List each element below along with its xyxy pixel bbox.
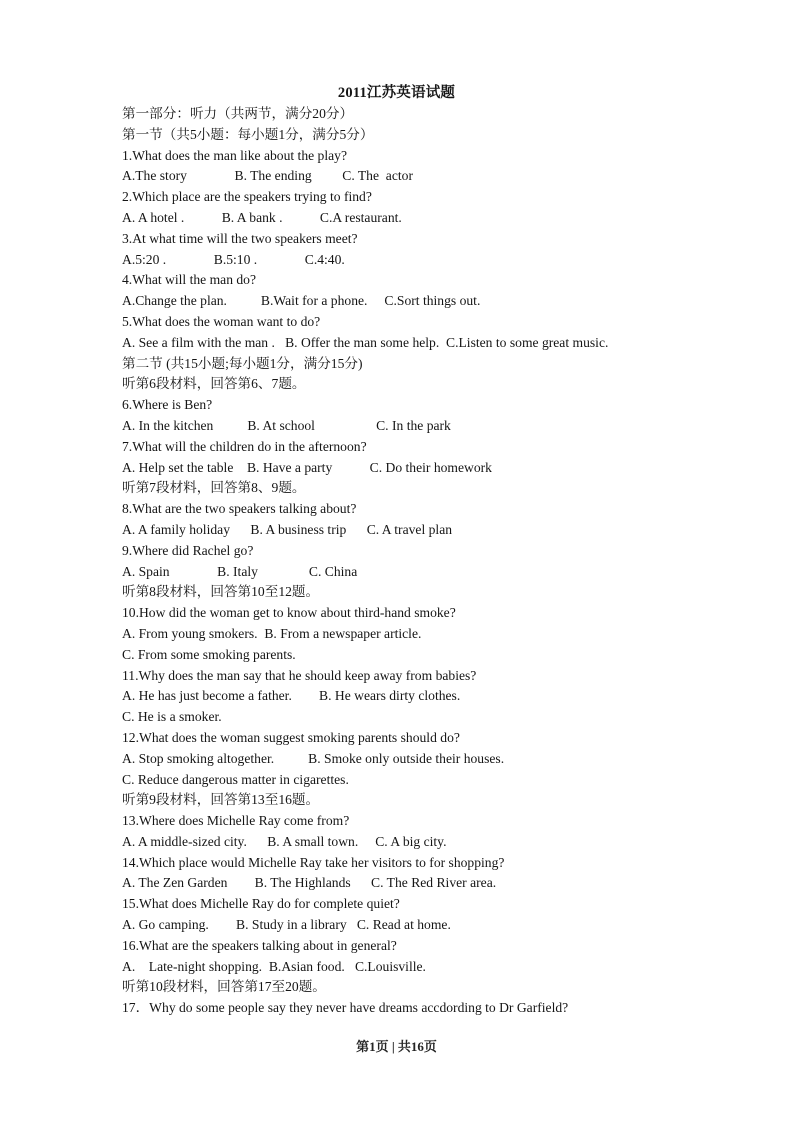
question-line: 4.What will the man do? <box>122 272 257 288</box>
question-line: 6.Where is Ben? <box>122 397 213 413</box>
options-line: A. In the kitchen B. At school C. In the park <box>122 417 451 433</box>
page-footer <box>0 1036 793 1055</box>
options-line: A. A family holiday B. A business trip C. A travel plan <box>122 521 453 537</box>
question-line: 16.What are the speakers talking about in general? <box>122 937 397 953</box>
audio-instruction: 听第8段材料，回答第10至12题。 <box>122 584 320 600</box>
question-line: 17．Why do some people say they never have dreams accdording to Dr Garfield? <box>122 1000 569 1016</box>
question-line: 7.What will the children do in the afternoon? <box>122 438 367 454</box>
question-line: 5.What does the woman want to do? <box>122 313 321 329</box>
question-line: 12.What does the woman suggest smoking parents should do? <box>122 729 460 745</box>
options-line: C. From some smoking parents. <box>122 646 296 662</box>
section-header: 第二节 (共15小题;每小题1分，满分15分) <box>122 355 363 371</box>
question-line: 3.At what time will the two speakers meet? <box>122 230 358 246</box>
options-line: A. Stop smoking altogether. B. Smoke only outside their houses. <box>122 750 505 766</box>
options-line: A. A hotel . B. A bank . C.A restaurant. <box>122 209 402 225</box>
document-body <box>122 104 682 1019</box>
question-line: 15.What does Michelle Ray do for complete quiet? <box>122 896 400 912</box>
options-line: A. Help set the table B. Have a party C. Do their homework <box>122 459 492 475</box>
options-line: A. Spain B. Italy C. China <box>122 563 358 579</box>
part-header: 第一部分：听力（共两节，满分20分） <box>122 106 354 121</box>
options-line: A.Change the plan. B.Wait for a phone. C.Sort things out. <box>122 293 481 309</box>
options-line: A. See a film with the man . B. Offer the man some help. C.Listen to some great music. <box>122 334 609 350</box>
audio-instruction: 听第10段材料，回答第17至20题。 <box>122 979 326 995</box>
question-line: 2.Which place are the speakers trying to find? <box>122 189 372 205</box>
question-line: 10.How did the woman get to know about third-hand smoke? <box>122 605 456 621</box>
question-line: 1.What does the man like about the play? <box>122 147 347 163</box>
section-header: 第一节（共5小题：每小题1分，满分5分） <box>122 126 374 142</box>
options-line: A. Late-night shopping. B.Asian food. C.Louisville. <box>122 958 426 974</box>
document-title: 2011江苏英语试题 <box>337 85 456 101</box>
question-line: 13.Where does Michelle Ray come from? <box>122 813 350 829</box>
question-line: 11.Why does the man say that he should keep away from babies? <box>122 667 477 683</box>
options-line: A. A middle-sized city. B. A small town. C. A big city. <box>122 833 447 849</box>
options-line: A. The Zen Garden B. The Highlands C. The Red River area. <box>122 875 497 891</box>
options-line: A. Go camping. B. Study in a library C. Read at home. <box>122 917 451 933</box>
options-line: A.5:20 . B.5:10 . C.4:40. <box>122 251 345 267</box>
audio-instruction: 听第7段材料，回答第8、9题。 <box>122 480 306 496</box>
options-line: C. Reduce dangerous matter in cigarettes. <box>122 771 349 787</box>
options-line: A.The story B. The ending C. The actor <box>122 168 413 184</box>
options-line: C. He is a smoker. <box>122 709 222 725</box>
question-line: 8.What are the two speakers talking about? <box>122 501 357 517</box>
question-line: 9.Where did Rachel go? <box>122 542 254 558</box>
question-line: 14.Which place would Michelle Ray take her visitors to for shopping? <box>122 854 505 870</box>
audio-instruction: 听第9段材料，回答第13至16题。 <box>122 792 320 808</box>
options-line: A. From young smokers. B. From a newspaper article. <box>122 625 422 641</box>
audio-instruction: 听第6段材料，回答第6、7题。 <box>122 376 306 392</box>
options-line: A. He has just become a father. B. He wears dirty clothes. <box>122 688 461 704</box>
page-number-text: 第1页 | 共16页 <box>356 1039 437 1054</box>
